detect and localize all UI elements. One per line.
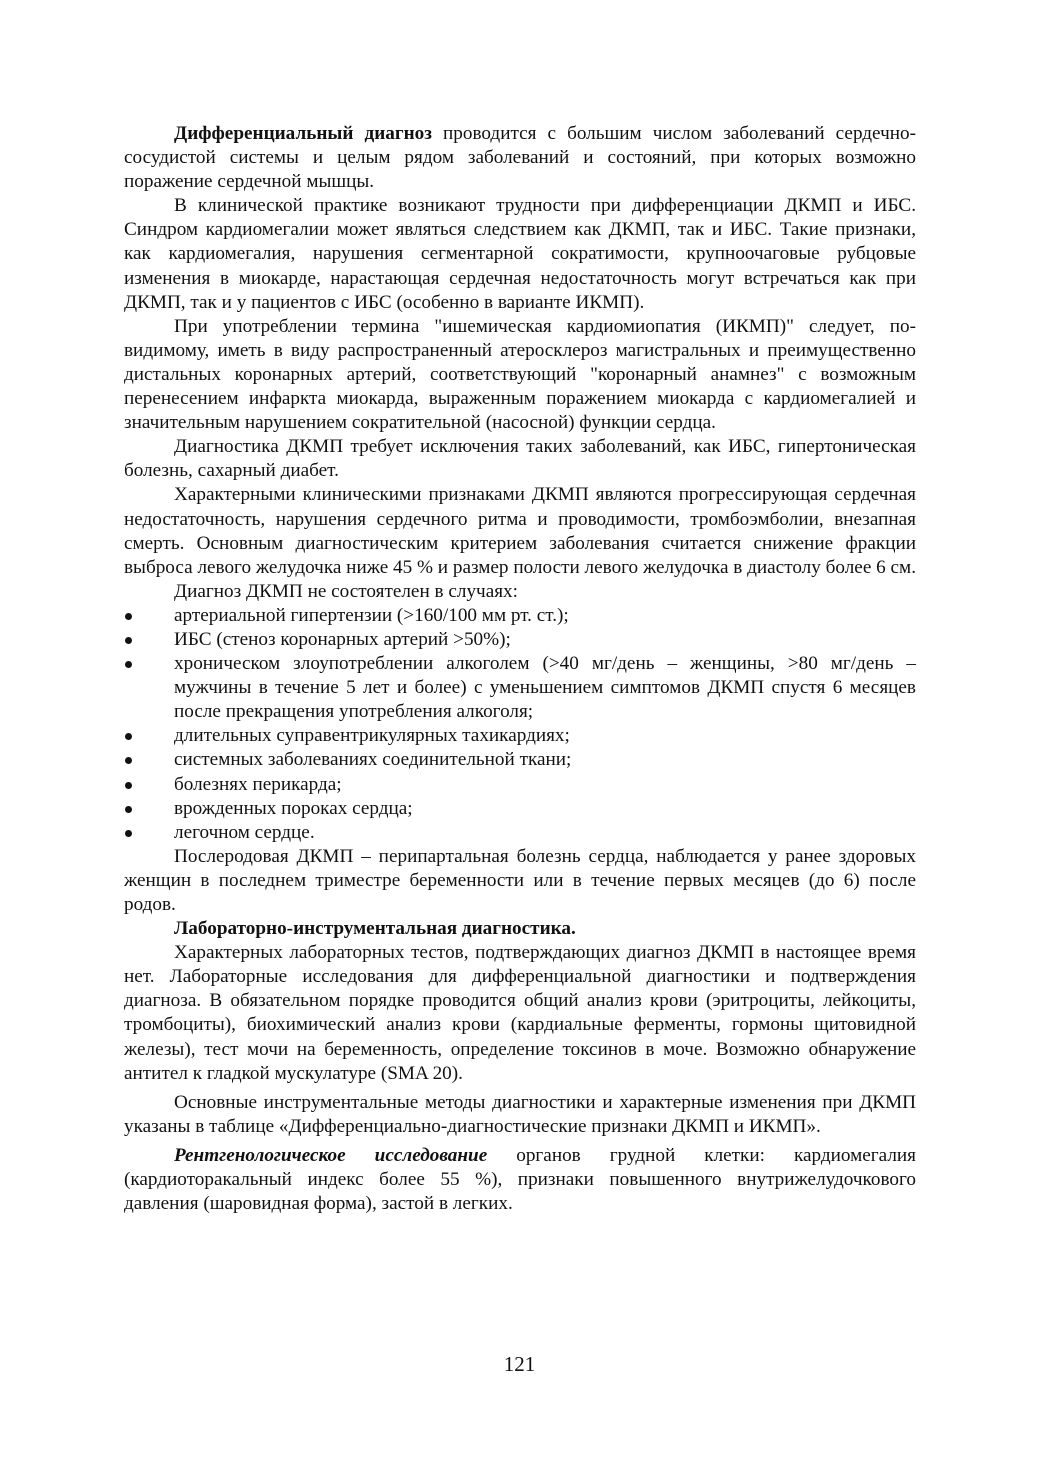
- bullet-icon: [125, 830, 132, 837]
- list-item: болезнях перикарда;: [124, 773, 916, 797]
- bullet-icon: [125, 661, 132, 668]
- list-item: легочном сердце.: [124, 821, 916, 845]
- list-item: врожденных пороках сердца;: [124, 797, 916, 821]
- bullet-icon: [125, 806, 132, 813]
- list-item: длительных суправентрикулярных тахикардиях;: [124, 724, 916, 748]
- bullet-icon: [125, 757, 132, 764]
- page-number: 121: [503, 1352, 536, 1376]
- paragraph-lab-tests: Характерных лабораторных тестов, подтверждающих диагноз ДКМП в настоящее время нет. Лабораторные исследования для дифференциальной диагностики и подтверждения диагноза. В обязательном порядке проводится общий анализ крови (эритроциты, лейкоциты, тромбоциты), биохимический анализ крови (кардиальные ферменты, гормоны щитовидной железы), тест мочи на беременность, определение токсинов в моче. Возможно обнаружение антител к гладкой мускулатуре (SMA 20).: [124, 942, 916, 1084]
- bold-term: Дифференциальный диагноз: [174, 123, 432, 144]
- bullet-icon: [125, 733, 132, 740]
- section-heading: Лабораторно-инструментальная диагностика.: [174, 918, 576, 940]
- bold-italic-term: Рентгенологическое исследование: [174, 1144, 488, 1166]
- paragraph-text: органов грудной клетки: кардиомегалия (кардиоторакальный индекс более 55 %), признаки повышенного внутрижелудочкового давления (шаровидная форма), застой в легких.: [124, 1144, 917, 1215]
- paragraph-xray: [124, 1144, 916, 1216]
- paragraph-exclusions-intro: Диагноз ДКМП не состоятелен в случаях:: [174, 580, 518, 602]
- paragraph-clinical-practice: В клинической практике возникают трудности при дифференциации ДКМП и ИБС. Синдром кардиомегалии может являться следствием как ДКМП, так и ИБС. Такие признаки, как кардиомегалия, нарушения сегментарной сократимости, крупноочаговые рубцовые изменения в миокарде, нарастающая сердечная недостаточность могут встречаться как при ДКМП, так и у пациентов с ИБС (особенно в варианте ИКМП).: [124, 195, 916, 313]
- paragraph-postpartum: Послеродовая ДКМП – перипартальная болезнь сердца, наблюдается у ранее здоровых женщин в последнем триместре беременности или в течение первых месяцев (до 6) после родов.: [124, 845, 916, 915]
- list-item: артериальной гипертензии (>160/100 мм рт. ст.);: [124, 604, 916, 628]
- list-item: хроническом злоупотреблении алкоголем (>40 мг/день – женщины, >80 мг/день – мужчины в течение 5 лет и более) с уменьшением симптомов ДКМП спустя 6 месяцев после прекращения употребления алкоголя;: [124, 652, 916, 724]
- paragraph-text: проводится с большим числом заболеваний сердечно-сосудистой системы и целым рядом заболеваний и состояний, при которых возможно поражение сердечной мышцы.: [124, 123, 916, 193]
- paragraph-clinical-signs: Характерными клиническими признаками ДКМП являются прогрессирующая сердечная недостаточность, нарушения сердечного ритма и проводимости, тромбоэмболии, внезапная смерть. Основным диагностическим критерием заболевания считается снижение фракции выброса левого желудочка ниже 45 % и размер полости левого желудочка в диастолу более 6 см.: [124, 484, 916, 578]
- document-page: [124, 122, 916, 1216]
- paragraph-dkmp-diagnostics: Диагностика ДКМП требует исключения таких заболеваний, как ИБС, гипертоническая болезнь, сахарный диабет.: [124, 436, 916, 482]
- paragraph-instrumental-methods: Основные инструментальные методы диагностики и характерные изменения при ДКМП указаны в таблице «Дифференциально-диагностические признаки ДКМП и ИКМП».: [124, 1091, 916, 1137]
- bullet-icon: [125, 613, 132, 620]
- exclusion-list: [124, 604, 916, 845]
- bullet-icon: [125, 782, 132, 789]
- bullet-icon: [125, 637, 132, 644]
- paragraph-ikmp-term: При употреблении термина "ишемическая кардиомиопатия (ИКМП)" следует, по-видимому, иметь в виду распространенный атеросклероз магистральных и преимущественно дистальных коронарных артерий, соответствующий "коронарный анамнез" с возможным перенесением инфаркта миокарда, выраженным поражением миокарда с кардиомегалией и значительным нарушением сократительной (насосной) функции сердца.: [124, 315, 916, 434]
- list-item: системных заболеваниях соединительной ткани;: [124, 748, 916, 772]
- paragraph-differential-diagnosis: [124, 122, 916, 194]
- list-item: ИБС (стеноз коронарных артерий >50%);: [124, 628, 916, 652]
